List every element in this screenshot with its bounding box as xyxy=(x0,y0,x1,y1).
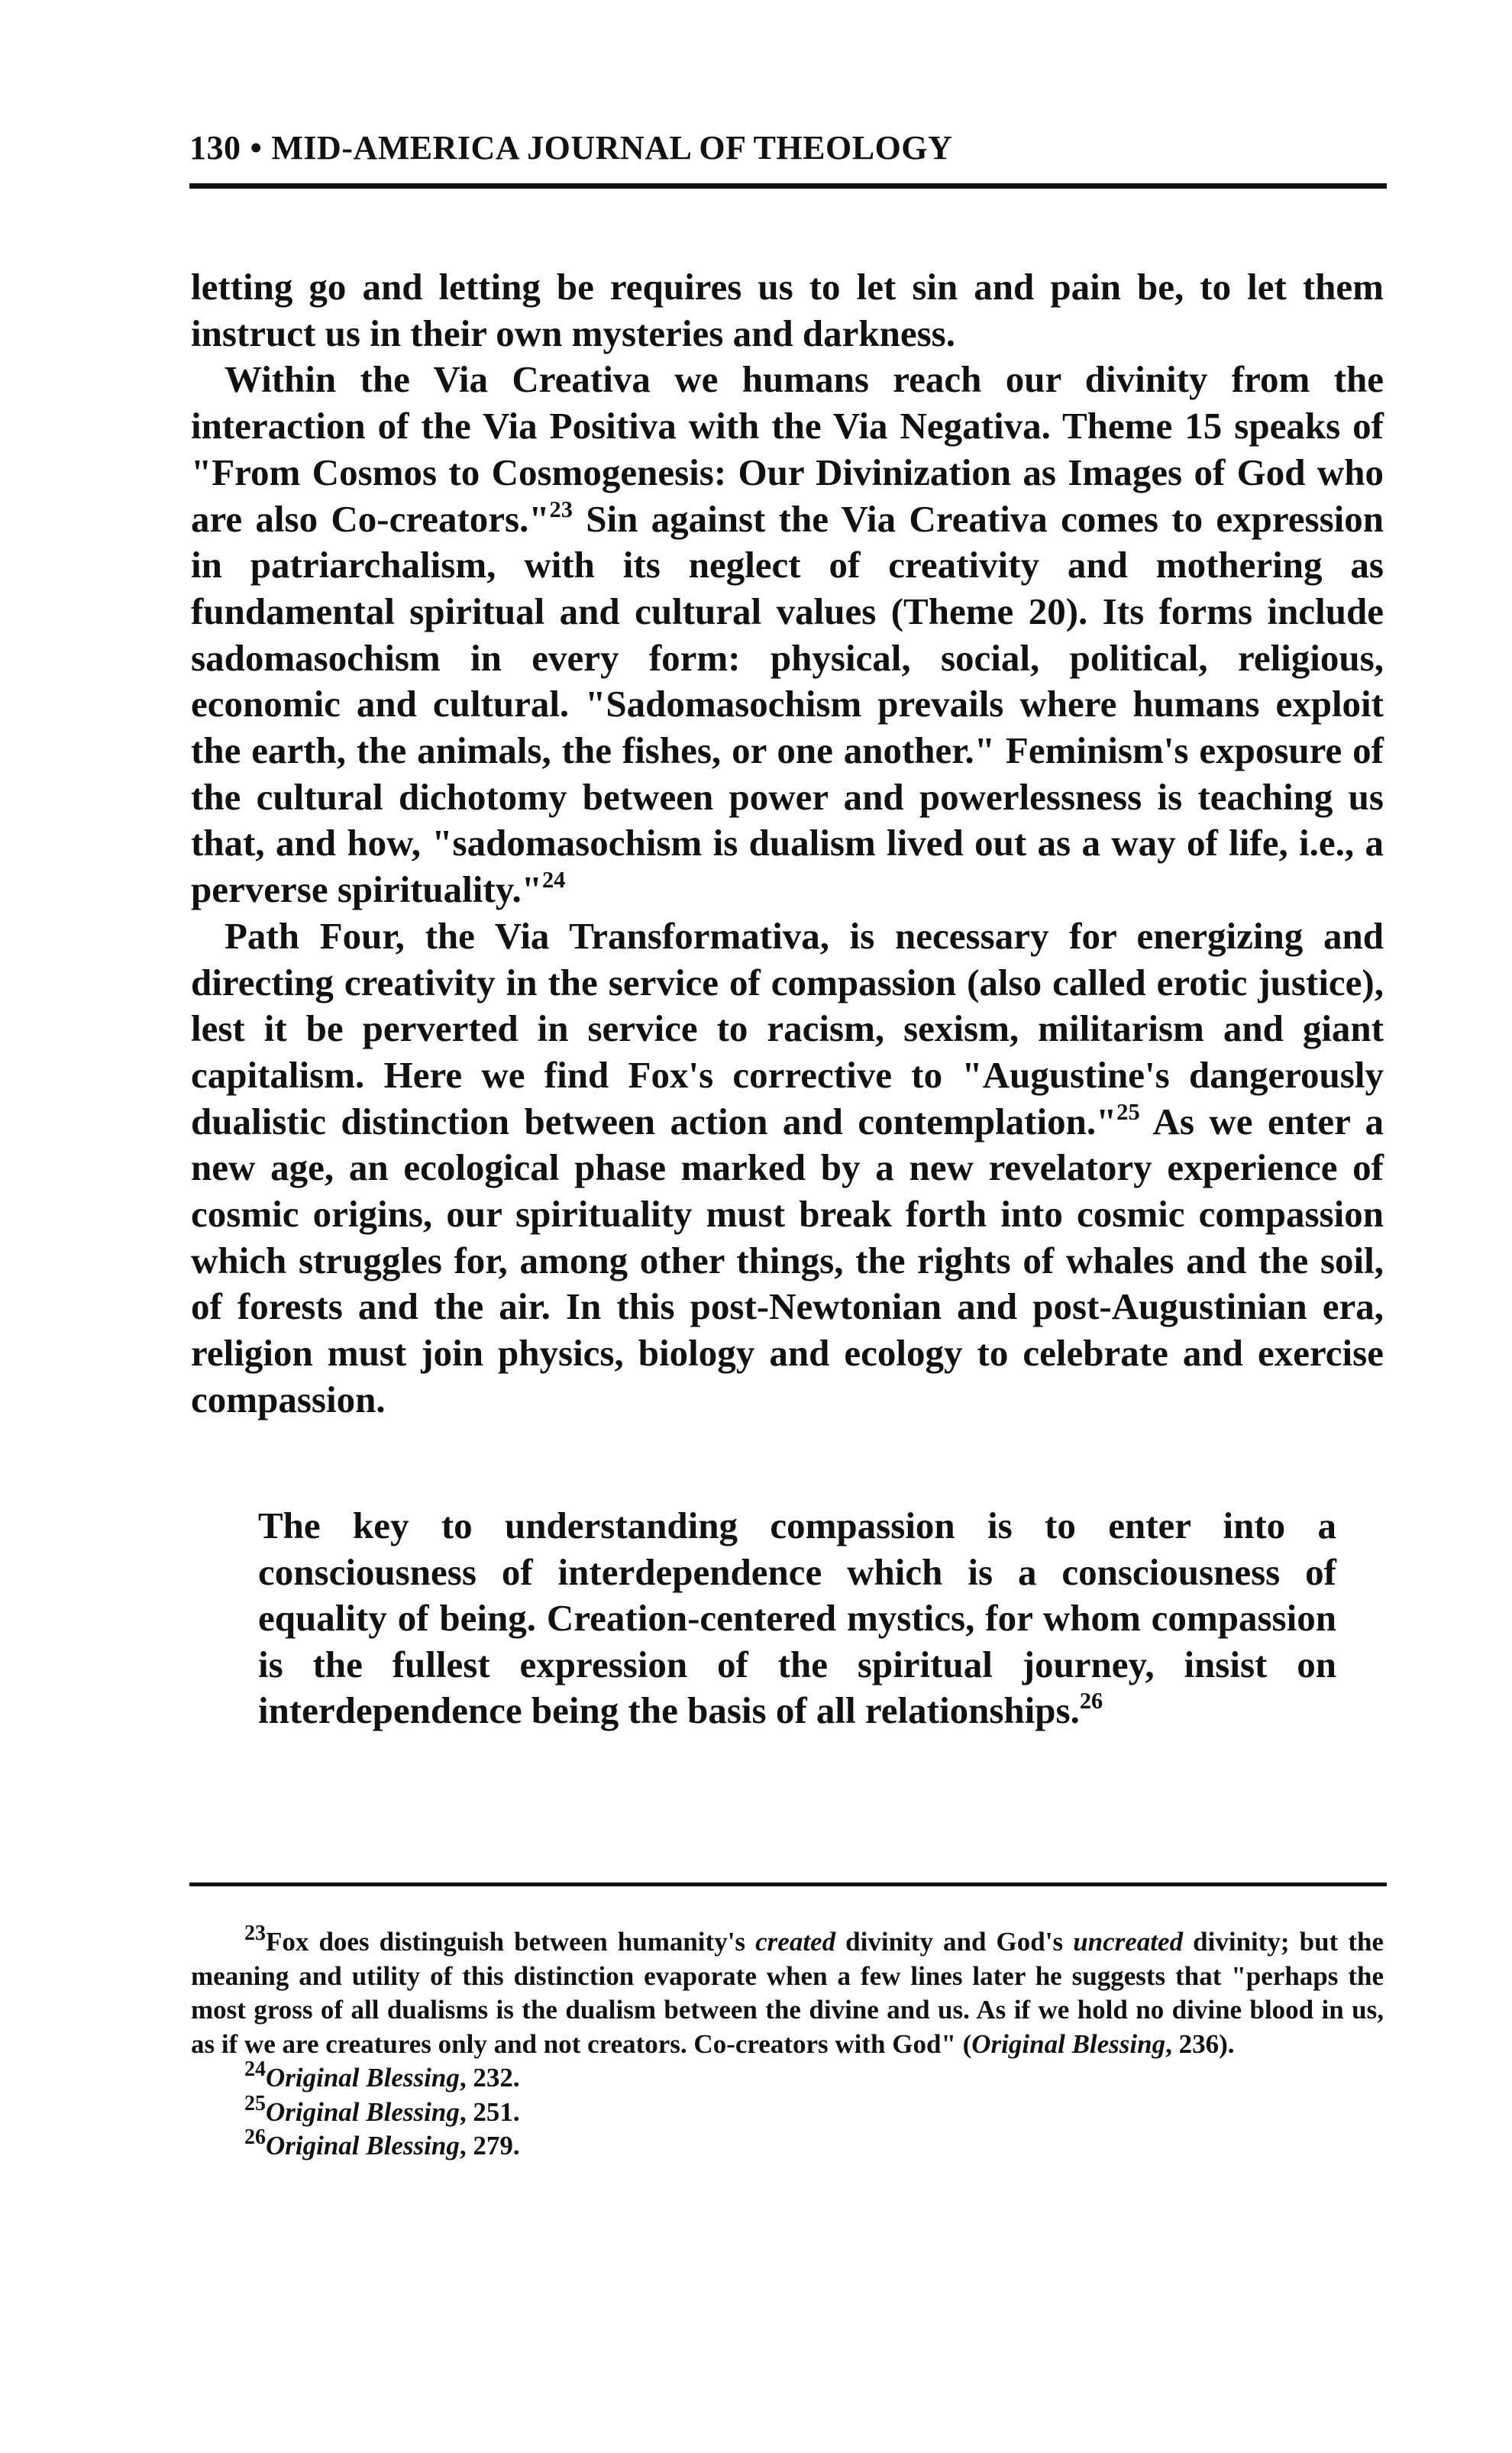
footnote-text: divinity; but the meaning and utility of this distinction evaporate when a few lines later he suggests that "perhaps the most gross of all dualisms is the dualism between the divine and us. As if we hold no divine blood in us, as if we are creatures only and not creators. Co-creators with God" ( xyxy=(191,1927,1384,2059)
footnote-23 xyxy=(191,1921,1384,2061)
header-rule xyxy=(189,183,1387,189)
footnote-page: , 232. xyxy=(459,2063,520,2093)
paragraph-1: letting go and letting be requires us to let sin and pain be, to let them instruct us in their own mysteries and darkness. xyxy=(191,266,1384,354)
paragraph-3 xyxy=(191,913,1384,1424)
block-quote xyxy=(258,1503,1336,1734)
running-head xyxy=(189,128,952,167)
footnote-number: 26 xyxy=(244,2125,266,2149)
footnote-page: , 251. xyxy=(459,2096,520,2127)
footnote-24 xyxy=(191,2057,1384,2096)
footnote-number: 24 xyxy=(244,2057,266,2081)
footnote-25 xyxy=(191,2091,1384,2130)
footnote-ref-24[interactable]: 24 xyxy=(541,867,566,894)
journal-title: MID-AMERICA JOURNAL OF THEOLOGY xyxy=(271,129,953,166)
footnote-ref-25[interactable]: 25 xyxy=(1116,1098,1140,1125)
bullet-separator: • xyxy=(250,129,263,166)
footnote-text: divinity and God's xyxy=(835,1927,1074,1957)
footnote-ref-23[interactable]: 23 xyxy=(549,496,573,522)
main-text xyxy=(191,264,1384,1424)
paragraph-2 xyxy=(191,357,1384,913)
paragraph-2-part-b: Sin against the Via Creativa comes to expression in patriarchalism, with its neglect of creativity and mothering as fundamental spiritual and cultural values (Theme 20). Its forms include sadomasochism in every form: physical, social, political, religious, economic and cultural. "Sadomasochism prevails where humans exploit the earth, the animals, the fishes, or one another." Feminism's exposure of the cultural dichotomy between power and powerlessness is teaching us that, and how, "sadomasochism is dualism lived out as a way of life, i.e., a perverse spirituality." xyxy=(191,497,1384,911)
footnote-26 xyxy=(191,2125,1384,2164)
footnote-book-title: Original Blessing xyxy=(971,2028,1166,2059)
paragraph-3-part-b: As we enter a new age, an ecological phase marked by a new revelatory experience of cosmic origins, our spirituality must break forth into cosmic compassion which struggles for, among other things, the rights of whales and the soil, of forests and the air. In this post-Newtonian and post-Augustinian era, religion must join physics, biology and ecology to celebrate and exercise compassion. xyxy=(191,1100,1384,1420)
paragraph-3-part-a: Path Four, the Via Transformativa, is necessary for energizing and directing creativity in the service of compassion (also called erotic justice), lest it be perverted in service to racism, sexism, militarism and giant capitalism. Here we find Fox's corrective to "Augustine's dangerously dualistic distinction between action and contemplation." xyxy=(191,914,1384,1142)
block-quote-text: The key to understanding compassion is to enter into a consciousness of interdependence which is a consciousness of equality of being. Creation-centered mystics, for whom compassion is the fullest expression of the spiritual journey, insist on interdependence being the basis of all relationships. xyxy=(258,1504,1336,1731)
footnote-book-title: Original Blessing xyxy=(266,2096,460,2127)
footnote-text: , 236). xyxy=(1165,2028,1235,2059)
footnote-rule xyxy=(189,1883,1387,1886)
footnote-text: Fox does distinguish between humanity's xyxy=(266,1927,756,1957)
footnote-book-title: Original Blessing xyxy=(266,2063,460,2093)
paragraph-2-part-a: Within the Via Creativa we humans reach our divinity from the interaction of the Via Positiva with the Via Negativa. Theme 15 speaks of "From Cosmos to Cosmogenesis: Our Divinization as Images of God who are also Co-creators." xyxy=(191,358,1384,540)
footnote-book-title: Original Blessing xyxy=(266,2131,460,2161)
footnote-page: , 279. xyxy=(459,2131,520,2161)
footnote-italic: uncreated xyxy=(1073,1927,1184,1957)
footnote-number: 23 xyxy=(244,1921,266,1945)
footnotes xyxy=(191,1921,1384,2164)
footnote-italic: created xyxy=(755,1927,836,1957)
footnote-ref-26[interactable]: 26 xyxy=(1079,1688,1103,1715)
footnote-number: 25 xyxy=(244,2091,266,2115)
page-number: 130 xyxy=(189,129,241,166)
